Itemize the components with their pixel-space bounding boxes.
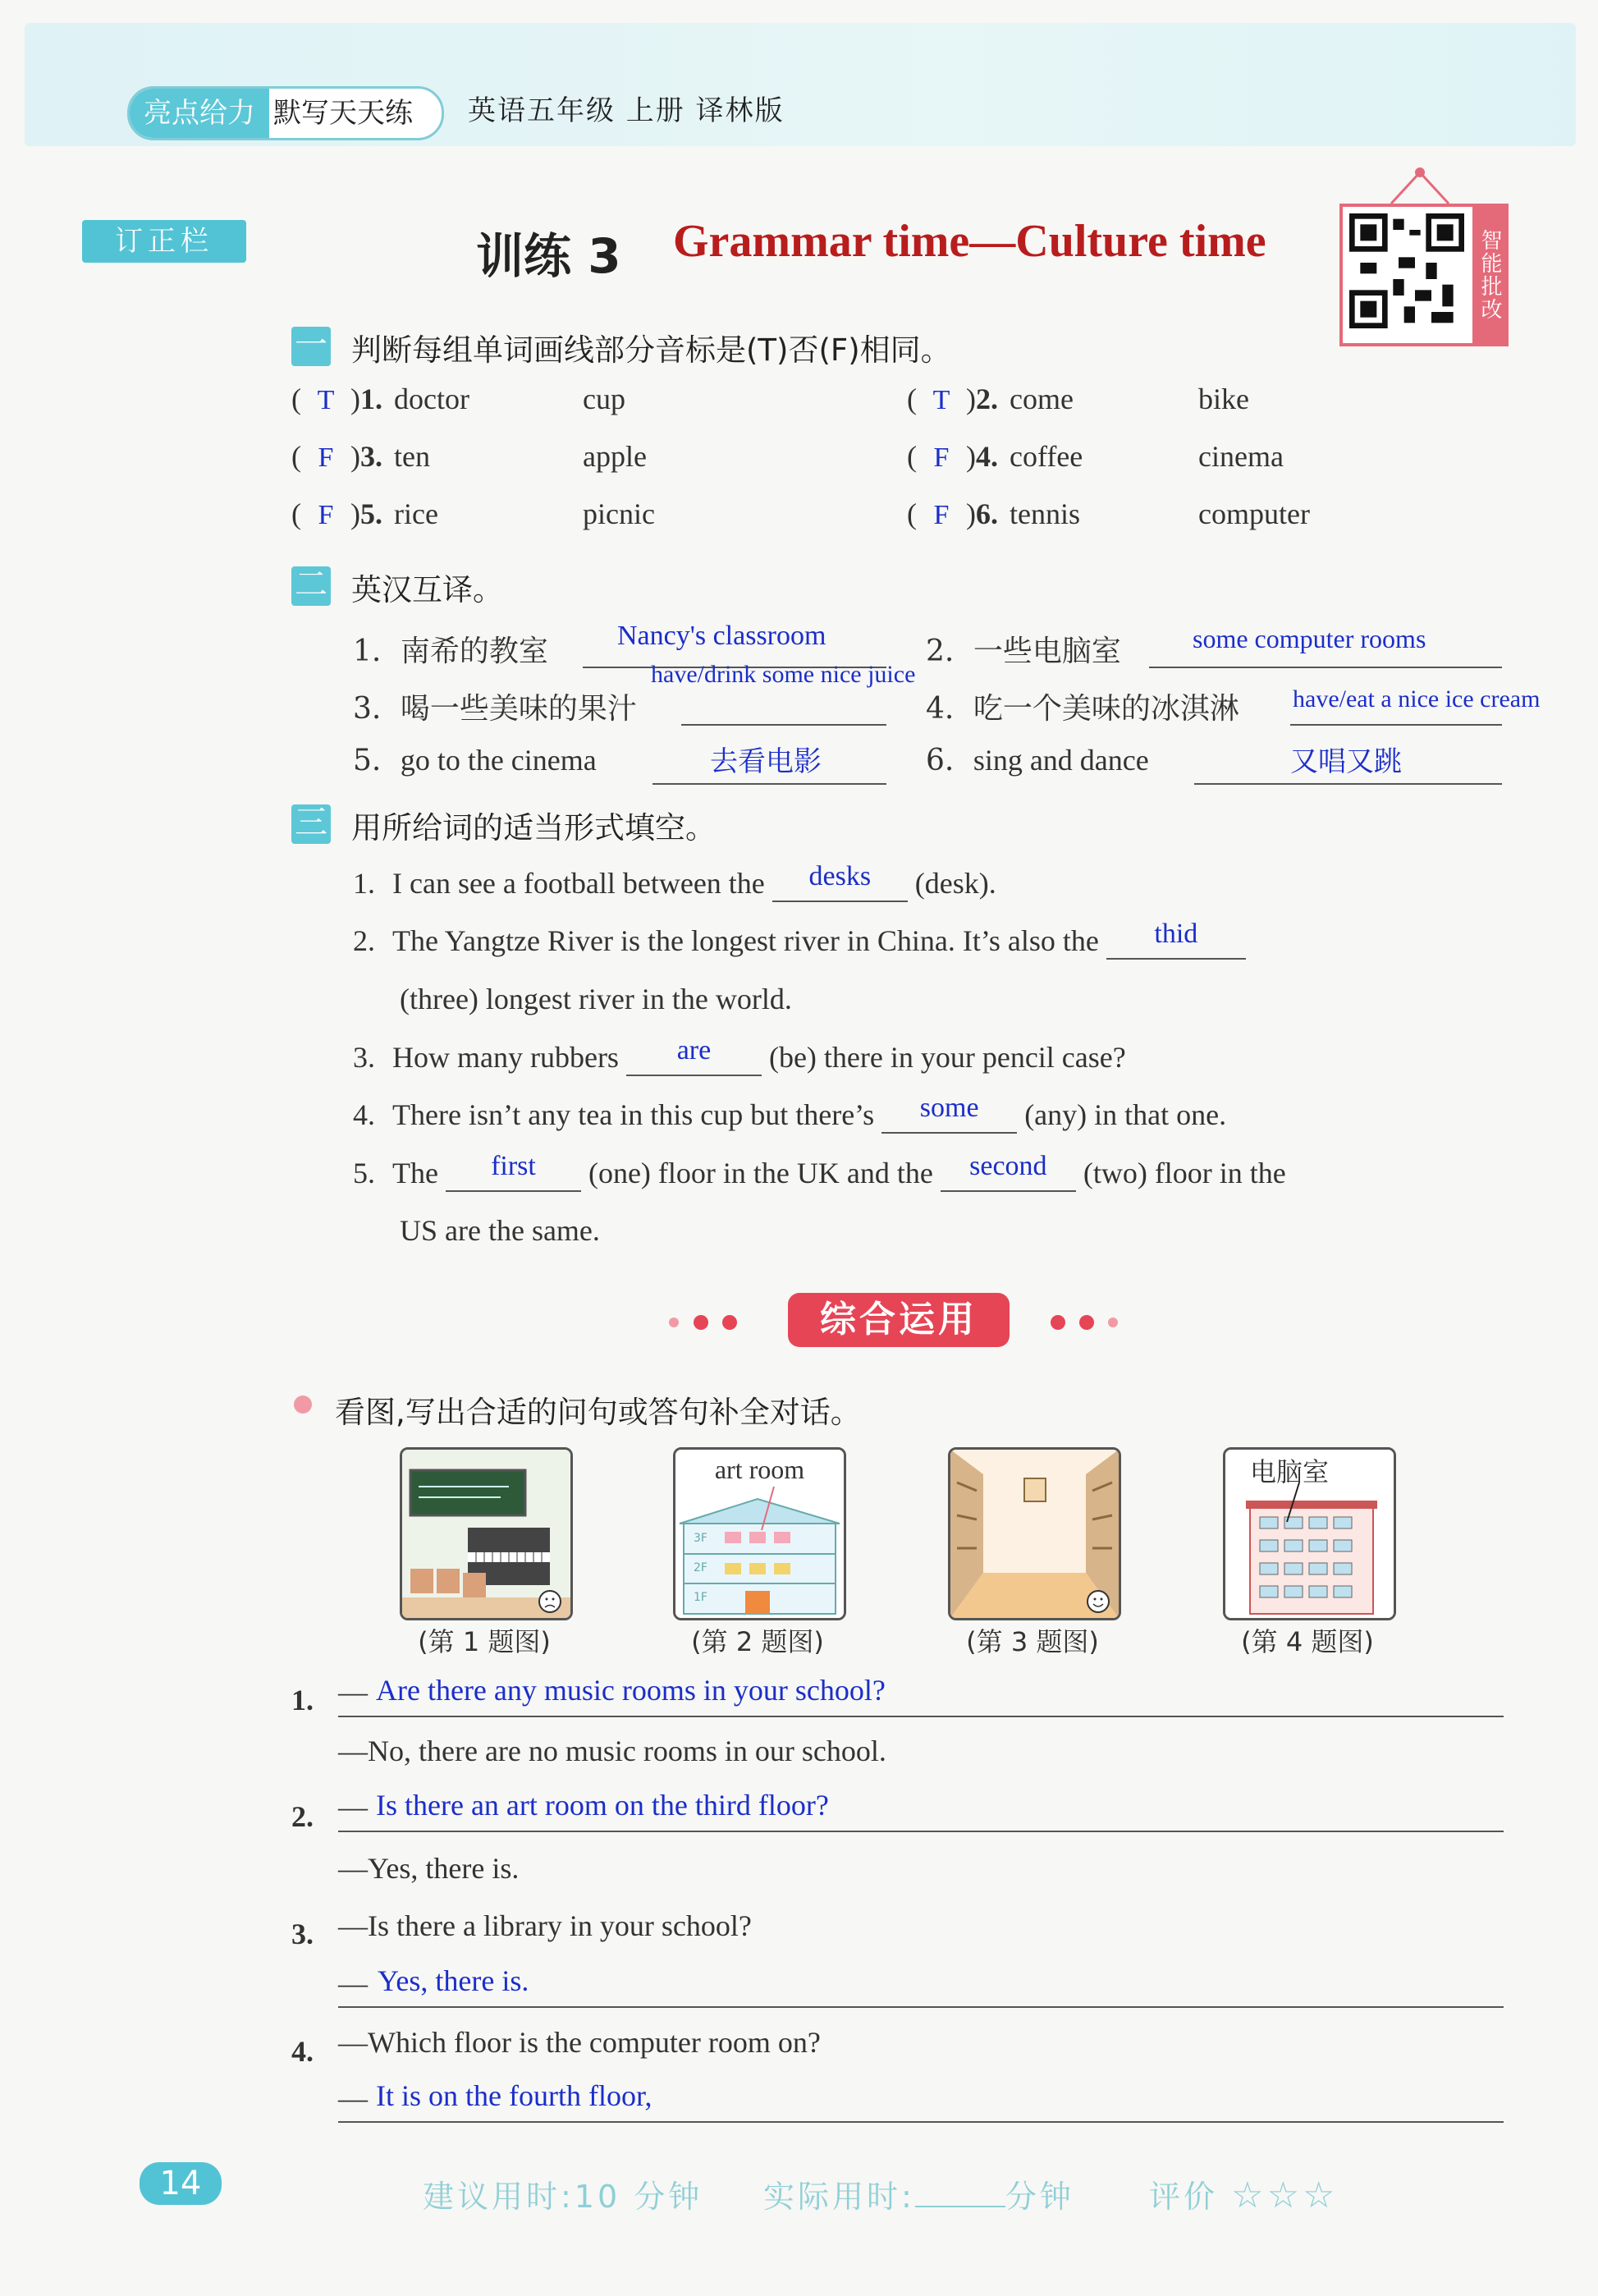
paren-open: (: [907, 383, 917, 415]
brand-left: 亮点给力: [130, 89, 269, 138]
paren-close: ): [966, 383, 976, 415]
banner-dot: [1079, 1315, 1094, 1330]
floor-label-2f: 2F: [694, 1561, 707, 1574]
s1-item: [291, 439, 647, 474]
s1-answer[interactable]: F: [318, 500, 334, 530]
dialog-4-num: 4.: [291, 2035, 314, 2068]
s3-q1-answer[interactable]: desks: [808, 861, 872, 891]
s3-q1-post: (desk).: [914, 867, 996, 900]
picture-music-room: [400, 1447, 573, 1620]
s3-q5-blank1[interactable]: [446, 1151, 581, 1192]
s3-q4-post: (any) in that one.: [1024, 1098, 1227, 1131]
s2-q6-num: 6.: [926, 744, 955, 777]
s1-answer[interactable]: F: [933, 442, 950, 473]
s1-num: 3.: [360, 440, 382, 473]
s3-q5-blank2[interactable]: [941, 1151, 1076, 1192]
s3-q5-mid: (one) floor in the UK and the: [588, 1157, 933, 1189]
s3-q4-blank[interactable]: [881, 1093, 1017, 1134]
s1-num: 5.: [360, 497, 382, 530]
s3-q2-blank[interactable]: [1106, 919, 1246, 960]
dialog-1-dash: —: [338, 1675, 368, 1708]
s2-q4-prompt: 吃一个美味的冰淇淋: [973, 692, 1239, 726]
s2-q2: [926, 628, 1121, 670]
section3-icon: 三: [291, 804, 331, 844]
s2-q6-line: [1194, 781, 1502, 785]
s1-word2: bike: [1198, 383, 1249, 415]
s1-item: [907, 439, 1284, 474]
s2-q1-num: 1.: [353, 635, 382, 668]
brand-right: 默写天天练: [273, 97, 413, 130]
qr-label: 智能批改: [1472, 207, 1505, 343]
s2-q3-line: [681, 722, 886, 726]
s2-q3-num: 3.: [353, 692, 382, 726]
s3-q5-pre: The: [392, 1157, 438, 1189]
dialog-3-num: 3.: [291, 1918, 314, 1950]
s2-q3: [353, 685, 637, 727]
s2-q2-line: [1149, 665, 1502, 668]
s1-word1: doctor: [394, 383, 469, 415]
s3-q1-pre: I can see a football between the: [392, 867, 765, 900]
paren-close: ): [350, 383, 360, 415]
art-room-label: art room: [714, 1455, 805, 1484]
banner-dot: [669, 1318, 679, 1327]
evaluation: [1149, 2171, 1338, 2216]
s3-q4-answer[interactable]: some: [919, 1093, 979, 1123]
s3-q5-answer1[interactable]: first: [491, 1151, 536, 1181]
s1-word2: cup: [583, 383, 625, 415]
qr-hanger-icon: [1387, 164, 1453, 205]
section4-instruction: 看图,写出合适的问句或答句补全对话。: [335, 1395, 861, 1430]
paren-open: (: [291, 440, 301, 473]
evaluation-label: 评价: [1149, 2179, 1219, 2215]
computer-room-label: 电脑室: [1250, 1456, 1330, 1487]
s1-item: [907, 497, 1310, 531]
picture-3-caption: (第 3 题图): [966, 1626, 1099, 1657]
s3-q5-post: (two) floor in the: [1083, 1157, 1286, 1189]
star-icon[interactable]: ☆: [1266, 2175, 1303, 2216]
s2-q4: [926, 685, 1239, 727]
s2-q6-prompt: sing and dance: [973, 744, 1149, 777]
picture-computer-room: [1223, 1447, 1396, 1620]
star-icon[interactable]: ☆: [1303, 2175, 1339, 2216]
correction-tab: 订正栏: [82, 220, 246, 263]
s1-word1: tennis: [1010, 497, 1080, 530]
s1-word2: cinema: [1198, 440, 1284, 473]
s3-q5: [353, 1151, 1286, 1192]
s3-q2: [353, 919, 1246, 960]
s3-q4-num: 4.: [353, 1098, 375, 1131]
picture-2-caption: (第 2 题图): [691, 1626, 824, 1657]
s1-word2: picnic: [583, 497, 655, 530]
s3-q5-answer2[interactable]: second: [969, 1151, 1047, 1181]
s1-word1: ten: [394, 440, 430, 473]
title-en: Grammar time—Culture time: [673, 216, 1266, 267]
paren-close: ): [966, 440, 976, 473]
s3-q4: [353, 1093, 1227, 1134]
dialog-2-line: [338, 1829, 1504, 1832]
dialog-2-dash: —: [338, 1790, 368, 1823]
s2-q1-prompt: 南希的教室: [400, 635, 548, 668]
s3-q1: [353, 861, 996, 902]
star-icon[interactable]: ☆: [1231, 2175, 1267, 2216]
s1-word2: computer: [1198, 497, 1310, 530]
floor-label-3f: 3F: [694, 1532, 707, 1545]
s2-q3-answer[interactable]: have/drink some nice juice: [651, 661, 916, 688]
library-illustration: [950, 1450, 1119, 1618]
s1-item: [291, 382, 625, 416]
s3-q5-num: 5.: [353, 1157, 375, 1189]
picture-art-room: [673, 1447, 846, 1620]
paren-open: (: [291, 497, 301, 530]
qr-code-frame[interactable]: [1339, 204, 1509, 346]
s3-q5-line2: US are the same.: [400, 1214, 600, 1247]
s3-q2-pre: The Yangtze River is the longest river in China. It’s also the: [392, 924, 1099, 957]
section3-instruction: 用所给词的适当形式填空。: [351, 810, 716, 846]
section1-instruction: 判断每组单词画线部分音标是(T)否(F)相同。: [351, 332, 951, 368]
s2-q3-prompt: 喝一些美味的果汁: [400, 692, 637, 726]
s2-q2-answer[interactable]: some computer rooms: [1193, 624, 1426, 653]
s2-q2-prompt: 一些电脑室: [973, 635, 1121, 668]
dialog-4-dash: —: [338, 2082, 368, 2115]
page-number: 14: [140, 2162, 222, 2205]
s2-q5-line: [652, 781, 886, 785]
dialog-1-num: 1.: [291, 1684, 314, 1716]
floor-label-1f: 1F: [694, 1591, 707, 1604]
banner-dot: [1108, 1318, 1118, 1327]
s3-q2-line2: (three) longest river in the world.: [400, 983, 792, 1015]
s1-answer[interactable]: T: [932, 385, 950, 415]
section2-instruction: 英汉互译。: [351, 572, 503, 607]
s1-answer[interactable]: F: [318, 442, 334, 473]
dialog-1-line2: —No, there are no music rooms in our school.: [338, 1735, 886, 1767]
s3-q2-answer[interactable]: thid: [1154, 919, 1198, 949]
dialog-1-line1[interactable]: Are there any music rooms in your school?: [376, 1674, 886, 1707]
s2-q2-num: 2.: [926, 635, 955, 668]
paren-close: ): [966, 497, 976, 530]
picture-4-caption: (第 4 题图): [1241, 1626, 1374, 1657]
s3-q3-pre: How many rubbers: [392, 1041, 619, 1074]
dialog-3-dash: —: [338, 1967, 368, 2000]
s1-answer[interactable]: T: [317, 385, 335, 415]
dialog-2-line1[interactable]: Is there an art room on the third floor?: [376, 1789, 829, 1822]
brand-pill: [127, 86, 444, 140]
dialog-3-line: [338, 2005, 1504, 2008]
section1-icon: 一: [291, 327, 331, 366]
s1-answer[interactable]: F: [933, 500, 950, 530]
music-room-illustration: [402, 1450, 570, 1618]
banner-dot: [722, 1315, 737, 1330]
s3-q4-pre: There isn’t any tea in this cup but there’s: [392, 1098, 875, 1131]
dialog-2-line2: —Yes, there is.: [338, 1852, 520, 1885]
title-cn: 训练 3: [476, 228, 621, 284]
book-info: 英语五年级 上册 译林版: [468, 94, 785, 127]
s1-word1: come: [1010, 383, 1074, 415]
paren-open: (: [291, 383, 301, 415]
s1-num: 4.: [976, 440, 998, 473]
s3-q1-num: 1.: [353, 867, 375, 900]
s2-q5: [353, 743, 597, 777]
s1-word1: rice: [394, 497, 438, 530]
s2-q4-line: [1290, 722, 1502, 726]
picture-library: [948, 1447, 1121, 1620]
dialog-1-line: [338, 1714, 1504, 1717]
s2-q4-num: 4.: [926, 692, 955, 726]
s1-word2: apple: [583, 440, 647, 473]
banner-dot: [694, 1315, 708, 1330]
s3-q3-post: (be) there in your pencil case?: [768, 1041, 1126, 1074]
actual-time-unit: 分钟: [1005, 2179, 1074, 2215]
actual-time-label: 实际用时:: [763, 2179, 915, 2215]
s3-q3-blank[interactable]: [626, 1035, 762, 1076]
dialog-2-num: 2.: [291, 1800, 314, 1833]
bullet-icon: [294, 1395, 312, 1414]
s1-item: [291, 497, 655, 531]
dialog-3-line2[interactable]: Yes, there is.: [378, 1964, 529, 1997]
s2-q6-answer[interactable]: 又唱又跳: [1290, 745, 1402, 778]
s2-q5-num: 5.: [353, 744, 382, 777]
s3-q3: [353, 1035, 1126, 1076]
paren-open: (: [907, 497, 917, 530]
banner-dot: [1051, 1315, 1065, 1330]
section2-icon: 二: [291, 566, 331, 606]
s3-q3-answer[interactable]: are: [676, 1035, 712, 1066]
s1-num: 6.: [976, 497, 998, 530]
s1-num: 1.: [360, 383, 382, 415]
s2-q5-prompt: go to the cinema: [400, 744, 597, 777]
s1-item: [907, 382, 1249, 416]
paren-close: ): [350, 440, 360, 473]
dialog-4-line1: —Which floor is the computer room on?: [338, 2026, 821, 2059]
s3-q1-blank[interactable]: [772, 861, 908, 902]
s3-q3-num: 3.: [353, 1041, 375, 1074]
s2-q6: [926, 743, 1149, 777]
s2-q1-answer[interactable]: Nancy's classroom: [617, 621, 826, 651]
s1-num: 2.: [976, 383, 998, 415]
dialog-4-line: [338, 2120, 1504, 2123]
qr-code-icon[interactable]: [1349, 213, 1464, 328]
dialog-4-line2[interactable]: It is on the fourth floor,: [376, 2079, 652, 2112]
paren-close: ): [350, 497, 360, 530]
paren-open: (: [907, 440, 917, 473]
s2-q5-answer[interactable]: 去看电影: [710, 745, 822, 778]
s2-q1: [353, 628, 548, 670]
dialog-3-line1: —Is there a library in your school?: [338, 1909, 752, 1942]
actual-time: [763, 2171, 1074, 2216]
s2-q4-answer[interactable]: have/eat a nice ice cream: [1293, 685, 1541, 713]
suggested-time: 建议用时:10 分钟: [423, 2179, 703, 2215]
picture-1-caption: (第 1 题图): [418, 1626, 551, 1657]
section4-banner: 综合运用: [788, 1293, 1010, 1347]
s1-word1: coffee: [1010, 440, 1083, 473]
s3-q2-num: 2.: [353, 924, 375, 957]
actual-time-blank[interactable]: [915, 2206, 1005, 2207]
